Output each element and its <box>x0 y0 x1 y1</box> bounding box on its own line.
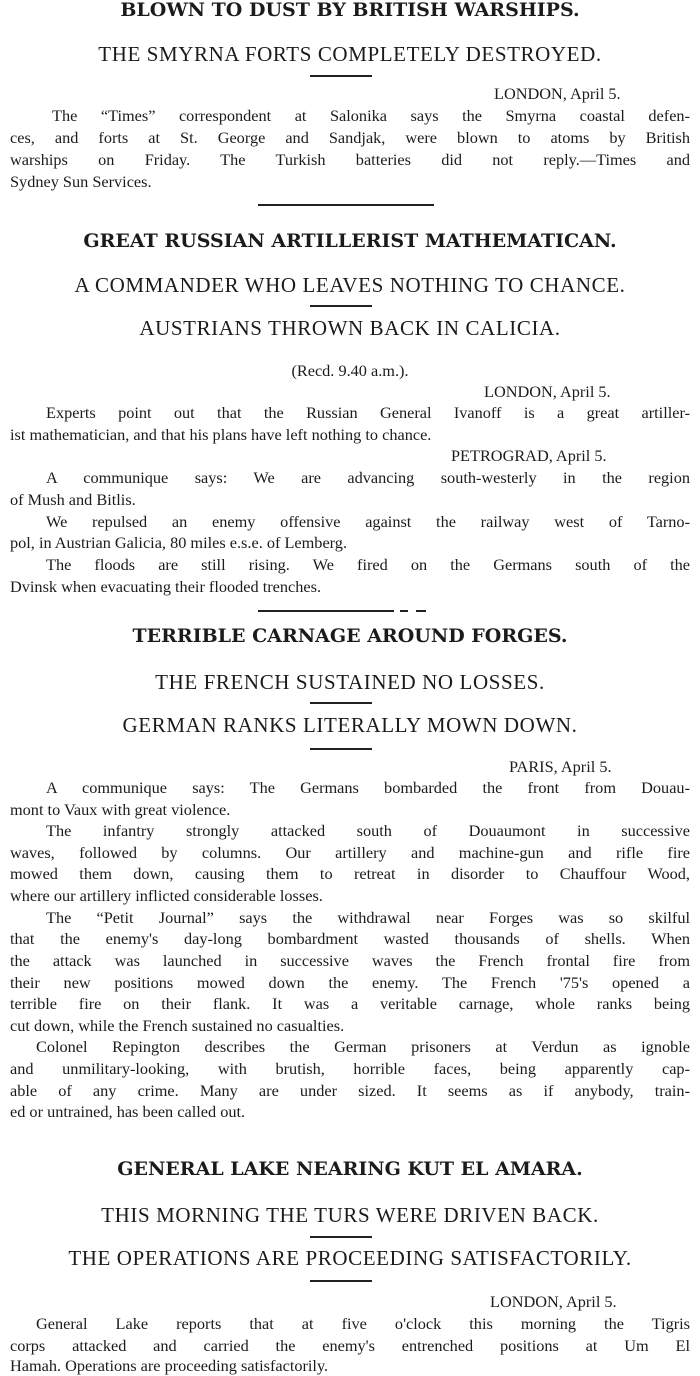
body-line: terrible fire on their flank. It was a veritable carnage, whole ranks being <box>10 994 690 1013</box>
divider <box>416 610 426 612</box>
article-2-dateline: LONDON, April 5. <box>484 382 611 401</box>
article-3-dateline: PARIS, April 5. <box>509 757 612 776</box>
divider <box>310 75 372 77</box>
body-line: pol, in Austrian Galicia, 80 miles e.s.e. of Lemberg. <box>10 533 348 552</box>
article-1-subhead: THE SMYRNA FORTS COMPLETELY DESTROYED. <box>98 42 602 66</box>
body-line: Hamah. Operations are proceeding satisfactorily. <box>10 1356 329 1375</box>
article-2-dateline-2: PETROGRAD, April 5. <box>451 446 607 465</box>
body-line: A communique says: The Germans bombarded the front from Douau- <box>46 778 690 797</box>
body-line: mont to Vaux with great violence. <box>10 800 231 819</box>
body-line: Dvinsk when evacuating their flooded trenches. <box>10 577 322 596</box>
divider <box>258 204 434 206</box>
article-2-subhead-2: AUSTRIANS THROWN BACK IN CALICIA. <box>139 316 561 340</box>
article-3-subhead-2: GERMAN RANKS LITERALLY MOWN DOWN. <box>122 713 578 737</box>
body-line: The “Petit Journal” says the withdrawal near Forges was so skilful <box>46 908 690 927</box>
body-line: of Mush and Bitlis. <box>10 490 136 509</box>
body-line: waves, followed by columns. Our artillery and machine-gun and rifle fire <box>10 843 690 862</box>
body-line: where our artillery inflicted considerable losses. <box>10 886 323 905</box>
divider <box>310 1236 372 1238</box>
article-4-dateline: LONDON, April 5. <box>490 1292 617 1311</box>
article-4-subhead-2: THE OPERATIONS ARE PROCEEDING SATISFACTORILY. <box>68 1246 632 1270</box>
body-line: A communique says: We are advancing south-westerly in the region <box>46 468 690 487</box>
body-line: Sydney Sun Services. <box>10 172 152 191</box>
article-2-headline: GREAT RUSSIAN ARTILLERIST MATHEMATICAN. <box>83 230 617 252</box>
article-1-dateline: LONDON, April 5. <box>494 84 621 103</box>
body-line: The infantry strongly attacked south of Douaumont in successive <box>46 821 690 840</box>
body-line: We repulsed an enemy offensive against the railway west of Tarno- <box>46 512 690 531</box>
body-line: ed or untrained, has been called out. <box>10 1102 246 1121</box>
body-line: mowed them down, causing them to retreat in disorder to Chauffour Wood, <box>10 864 690 883</box>
divider <box>310 748 372 750</box>
body-line: ces, and forts at St. George and Sandjak, were blown to atoms by British <box>10 128 690 147</box>
body-line: cut down, while the French sustained no casualties. <box>10 1016 345 1035</box>
body-line: the attack was launched in successive waves the French frontal fire from <box>10 951 690 970</box>
body-line: Colonel Repington describes the German prisoners at Verdun as ignoble <box>36 1037 690 1056</box>
article-2-subhead-1: A COMMANDER WHO LEAVES NOTHING TO CHANCE. <box>74 273 626 297</box>
divider <box>310 1280 372 1282</box>
body-line: and unmilitary-looking, with brutish, horrible faces, being apparently cap- <box>10 1059 690 1078</box>
article-4-headline: GENERAL LAKE NEARING KUT EL AMARA. <box>117 1158 583 1180</box>
body-line: The “Times” correspondent at Salonika says the Smyrna coastal defen- <box>52 106 690 125</box>
body-line: warships on Friday. The Turkish batteries did not reply.—Times and <box>10 150 690 169</box>
body-line: able of any crime. Many are under sized. It seems as if anybody, train- <box>10 1081 690 1100</box>
body-line: ist mathematician, and that his plans have left nothing to chance. <box>10 425 432 444</box>
body-line: Experts point out that the Russian General Ivanoff is a great artiller- <box>46 403 690 422</box>
article-2-received: (Recd. 9.40 a.m.). <box>291 361 409 380</box>
divider <box>310 305 372 307</box>
body-line: The floods are still rising. We fired on the Germans south of the <box>46 555 690 574</box>
body-line: corps attacked and carried the enemy's entrenched positions at Um El <box>10 1336 690 1355</box>
divider <box>258 610 394 612</box>
body-line: that the enemy's day-long bombardment wasted thousands of shells. When <box>10 929 690 948</box>
article-1-headline: BLOWN TO DUST BY BRITISH WARSHIPS. <box>120 0 580 21</box>
body-line: their new positions mowed down the enemy. The French '75's opened a <box>10 973 690 992</box>
article-4-subhead-1: THIS MORNING THE TURS WERE DRIVEN BACK. <box>101 1203 599 1227</box>
divider <box>400 610 408 612</box>
body-line: General Lake reports that at five o'clock this morning the Tigris <box>36 1314 690 1333</box>
article-3-subhead-1: THE FRENCH SUSTAINED NO LOSSES. <box>155 670 545 694</box>
article-3-headline: TERRIBLE CARNAGE AROUND FORGES. <box>132 625 568 647</box>
divider <box>310 702 372 704</box>
